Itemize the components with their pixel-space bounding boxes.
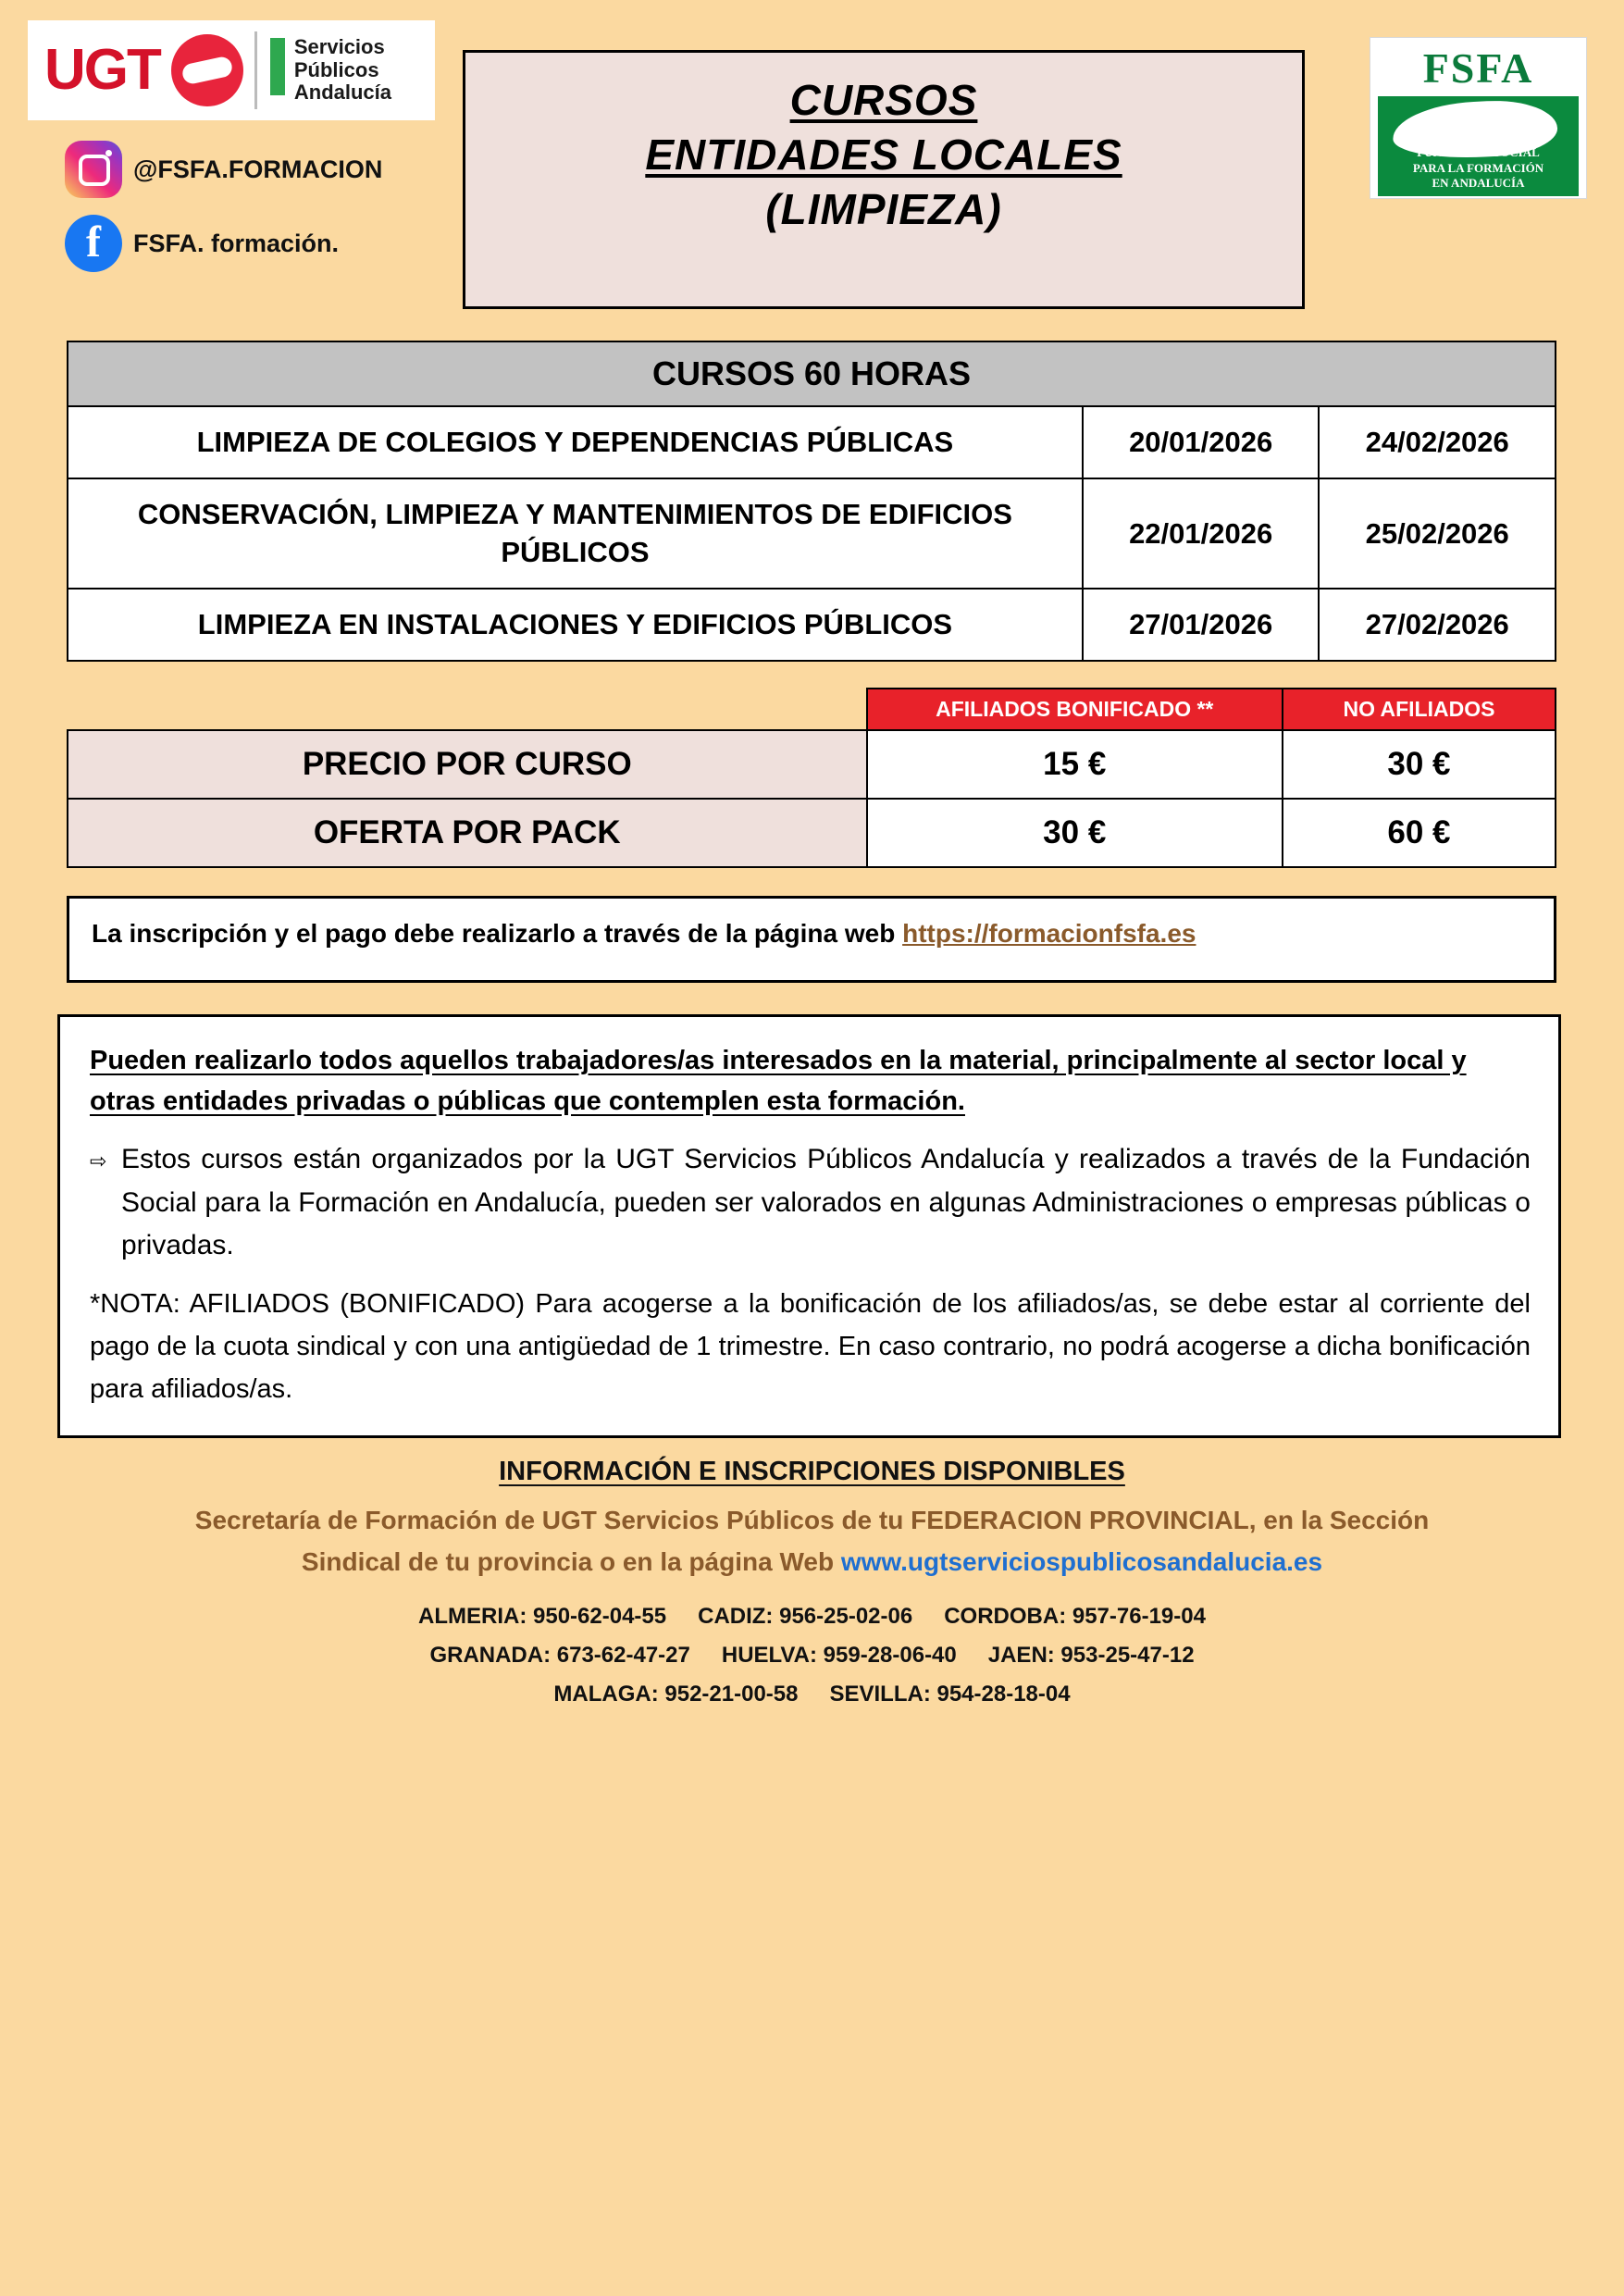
info-bullet-item [90, 1138, 1531, 1268]
course-date-1: 22/01/2026 [1083, 478, 1320, 589]
pricing-header-row [68, 689, 1556, 730]
pricing-value-affiliated: 15 € [867, 730, 1283, 799]
phones-row [0, 1675, 1624, 1714]
social-facebook[interactable] [28, 215, 463, 272]
fsfa-emblem [1378, 96, 1579, 196]
fsfa-caption [1378, 145, 1579, 191]
pricing-value-affiliated: 30 € [867, 799, 1283, 867]
table-row [68, 589, 1556, 661]
fsfa-caption-line2: PARA LA FORMACIÓN [1412, 160, 1544, 175]
course-date-1: 27/01/2026 [1083, 589, 1320, 661]
inscription-link[interactable]: https://formacionfsfa.es [902, 919, 1196, 949]
pricing-value-non-affiliated: 30 € [1283, 730, 1556, 799]
course-name: LIMPIEZA EN INSTALACIONES Y EDIFICIOS PÚBLICOS [68, 589, 1083, 661]
phone-cadiz: CADIZ: 956-25-02-06 [698, 1604, 913, 1630]
ugt-sub-line2: Públicos [293, 57, 379, 81]
fsfa-caption-line1: FUNDACIÓN SOCIAL [1417, 145, 1540, 160]
footer-title: INFORMACIÓN E INSCRIPCIONES DISPONIBLES [499, 1456, 1125, 1486]
pricing-section [67, 688, 1556, 868]
pricing-row-label: OFERTA POR PACK [68, 799, 867, 867]
phone-malaga: MALAGA: 952-21-00-58 [553, 1682, 799, 1707]
facebook-icon[interactable]: f [65, 215, 122, 272]
footer-line-1: Secretaría de Formación de UGT Servicios Públicos de tu FEDERACION PROVINCIAL, en la Sección [194, 1505, 1430, 1534]
table-row [68, 730, 1556, 799]
table-row [68, 799, 1556, 867]
table-header-row [68, 341, 1556, 406]
course-date-2: 27/02/2026 [1319, 589, 1556, 661]
table-row [68, 406, 1556, 478]
header-left [28, 20, 463, 272]
course-date-2: 24/02/2026 [1319, 406, 1556, 478]
title-line-1: CURSOS [789, 76, 978, 124]
pricing-row-label: PRECIO POR CURSO [68, 730, 867, 799]
poster-title [463, 50, 1305, 309]
instagram-handle: @FSFA.FORMACION [133, 155, 383, 183]
ugt-sub-line3: Andalucía [293, 81, 392, 105]
title-line-2: ENTIDADES LOCALES [645, 130, 1122, 179]
ugt-sub-line1: Servicios [293, 35, 385, 59]
phone-granada: GRANADA: 673-62-47-27 [429, 1643, 690, 1669]
phones-row [0, 1597, 1624, 1636]
inscription-note [67, 896, 1556, 983]
phone-cordoba: CORDOBA: 957-76-19-04 [944, 1604, 1206, 1630]
footer-phones [0, 1597, 1624, 1714]
info-highlight: Pueden realizarlo todos aquellos trabajadores/as interesados en la material, principalmente al sector local y otras entidades privadas o públicas que contemplen esta formación. [90, 1046, 1467, 1116]
courses-table [67, 341, 1556, 662]
courses-table-header: CURSOS 60 HORAS [68, 341, 1556, 406]
pricing-col-non-affiliated: NO AFILIADOS [1283, 689, 1556, 730]
fsfa-logo [1370, 37, 1587, 199]
course-name: LIMPIEZA DE COLEGIOS Y DEPENDENCIAS PÚBLICAS [68, 406, 1083, 478]
arrow-icon: ⇨ [90, 1149, 107, 1173]
logo-divider [254, 31, 257, 109]
phone-jaen: JAEN: 953-25-47-12 [987, 1643, 1195, 1669]
table-row [68, 478, 1556, 589]
header [0, 0, 1624, 309]
facebook-handle: FSFA. formación. [133, 229, 340, 257]
handshake-icon [171, 34, 243, 106]
course-date-2: 25/02/2026 [1319, 478, 1556, 589]
ugt-logo [28, 20, 435, 120]
phone-almeria: ALMERIA: 950-62-04-55 [418, 1604, 667, 1630]
social-instagram[interactable] [28, 141, 463, 198]
title-line-3: (LIMPIEZA) [765, 184, 1002, 233]
ugt-subtitle [270, 36, 391, 105]
instagram-icon[interactable] [65, 141, 122, 198]
course-date-1: 20/01/2026 [1083, 406, 1320, 478]
pricing-col-affiliated: AFILIADOS BONIFICADO ** [867, 689, 1283, 730]
info-note: *NOTA: AFILIADOS (BONIFICADO) Para acogerse a la bonificación de los afiliados/as, se debe estar al corriente del pago de la cuota sindical y con una antigüedad de 1 trimestre. En caso contrario, no podrá acogerse a dicha bonificación para afiliados/as. [90, 1288, 1531, 1405]
info-bullet-text: Estos cursos están organizados por la UGT Servicios Públicos Andalucía y realizados a través de la Fundación Social para la Formación en Andalucía, pueden ser valorados en algunas Administraciones o empresas públicas o privadas. [121, 1144, 1531, 1261]
ugt-wordmark: UGT [44, 38, 160, 102]
phones-row [0, 1636, 1624, 1675]
footer [0, 1457, 1624, 1737]
pricing-table [67, 688, 1556, 868]
pricing-value-non-affiliated: 60 € [1283, 799, 1556, 867]
info-box [57, 1014, 1561, 1438]
course-name: CONSERVACIÓN, LIMPIEZA Y MANTENIMIENTOS DE EDIFICIOS PÚBLICOS [68, 478, 1083, 589]
fsfa-acronym: FSFA [1422, 44, 1534, 92]
footer-web-link[interactable]: www.ugtserviciospublicosandalucia.es [840, 1546, 1323, 1576]
phone-sevilla: SEVILLA: 954-28-18-04 [829, 1682, 1071, 1707]
pricing-spacer [68, 689, 867, 730]
footer-line-2 [0, 1542, 1624, 1583]
green-bar-icon [270, 38, 285, 95]
phone-huelva: HUELVA: 959-28-06-40 [721, 1643, 957, 1669]
inscription-text: La inscripción y el pago debe realizarlo a través de la página web [92, 919, 903, 949]
footer-line-2-prefix: Sindical de tu provincia o en la página Web [301, 1546, 841, 1576]
fsfa-caption-line3: EN ANDALUCÍA [1432, 175, 1525, 190]
